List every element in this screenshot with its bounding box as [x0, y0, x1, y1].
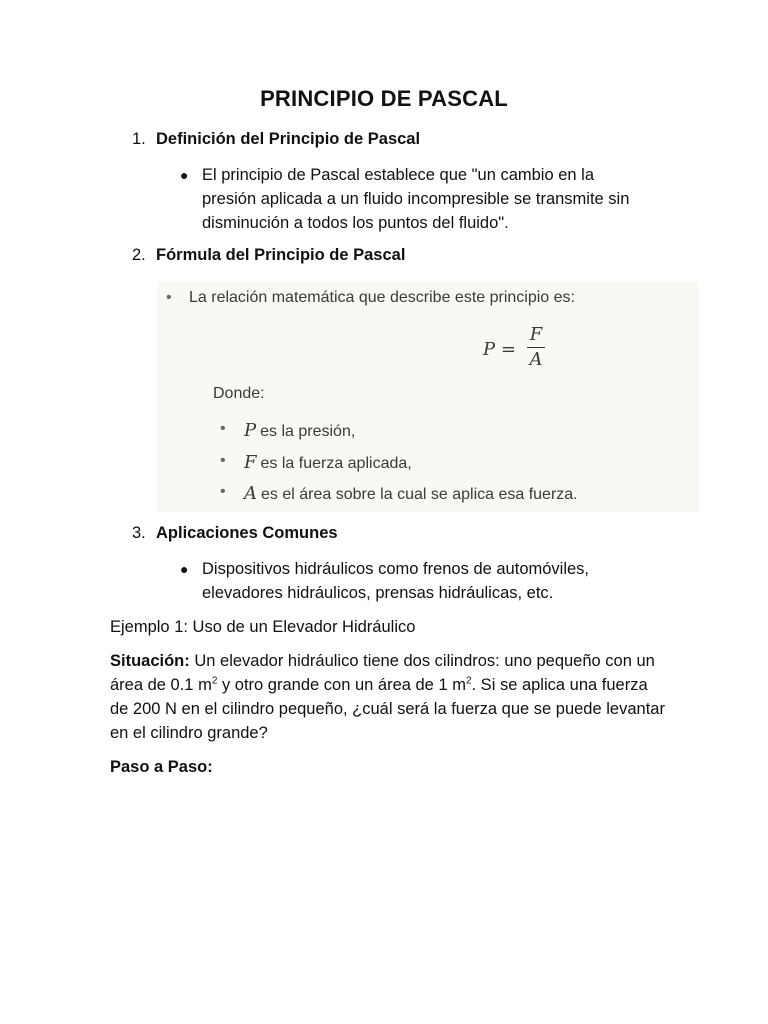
- applications-text: Dispositivos hidráulicos como frenos de automóviles, elevadores hidráulicos, prensas hidráulicas, etc.: [202, 560, 590, 602]
- donde-label: Donde:: [213, 385, 265, 402]
- section-title: Fórmula del Principio de Pascal: [156, 246, 406, 264]
- bullet-dot-icon: •: [220, 420, 226, 437]
- variable-item: [220, 483, 578, 504]
- formula-lhs: P =: [483, 339, 516, 360]
- formula-numerator: F: [529, 324, 543, 345]
- variable-description: es el área sobre la cual se aplica esa fuerza.: [261, 486, 578, 503]
- situation-text: . Si se aplica una fuerza de 200 N en el cilindro pequeño, ¿cuál será la fuerza que se puede levantar en el cilindro grande?: [110, 676, 665, 742]
- variable-symbol: F: [244, 452, 257, 473]
- bullet-dot-icon: •: [166, 289, 172, 306]
- area-exponent: 2: [211, 675, 218, 687]
- section-number: 1.: [132, 130, 146, 148]
- situation-paragraph: [110, 649, 670, 745]
- fraction-bar: [527, 347, 545, 348]
- variable-symbol: P: [244, 420, 257, 441]
- variable-symbol: A: [244, 483, 257, 504]
- area-exponent: 2: [465, 675, 472, 687]
- bullet-dot-icon: ●: [180, 561, 189, 577]
- section-3-heading: [132, 524, 338, 543]
- page-title: PRINCIPIO DE PASCAL: [260, 86, 508, 111]
- section-title: Definición del Principio de Pascal: [156, 130, 421, 148]
- bullet-dot-icon: •: [220, 452, 226, 469]
- bullet-dot-icon: ●: [180, 167, 189, 183]
- section-number: 2.: [132, 246, 146, 264]
- definition-bullet: [180, 163, 640, 235]
- formula-lead: [166, 289, 575, 307]
- formula-lead-text: La relación matemática que describe este principio es:: [189, 289, 575, 306]
- section-1-heading: [132, 130, 420, 149]
- formula-fraction: [527, 324, 545, 371]
- bullet-dot-icon: •: [220, 483, 226, 500]
- variable-item: [220, 452, 412, 473]
- steps-label: Paso a Paso:: [110, 758, 213, 776]
- situation-label: Situación:: [110, 652, 190, 670]
- situation-text: Un elevador hidráulico tiene dos cilindros: uno pequeño con un área de 0.1 m: [110, 652, 655, 694]
- section-2-heading: [132, 246, 405, 265]
- section-number: 3.: [132, 524, 146, 542]
- formula-image: [157, 281, 699, 512]
- example-heading: Ejemplo 1: Uso de un Elevador Hidráulico: [110, 618, 416, 636]
- variable-description: es la presión,: [260, 423, 356, 440]
- variable-description: es la fuerza aplicada,: [260, 455, 412, 472]
- applications-bullet: [180, 557, 640, 605]
- variable-item: [220, 420, 356, 441]
- situation-text: y otro grande con un área de 1 m: [217, 676, 466, 694]
- definition-text: El principio de Pascal establece que "un cambio en la presión aplicada a un fluido incompresible se transmite sin disminución a todos los puntos del fluido".: [202, 166, 630, 232]
- formula-denominator: A: [529, 349, 543, 370]
- section-title: Aplicaciones Comunes: [156, 524, 338, 542]
